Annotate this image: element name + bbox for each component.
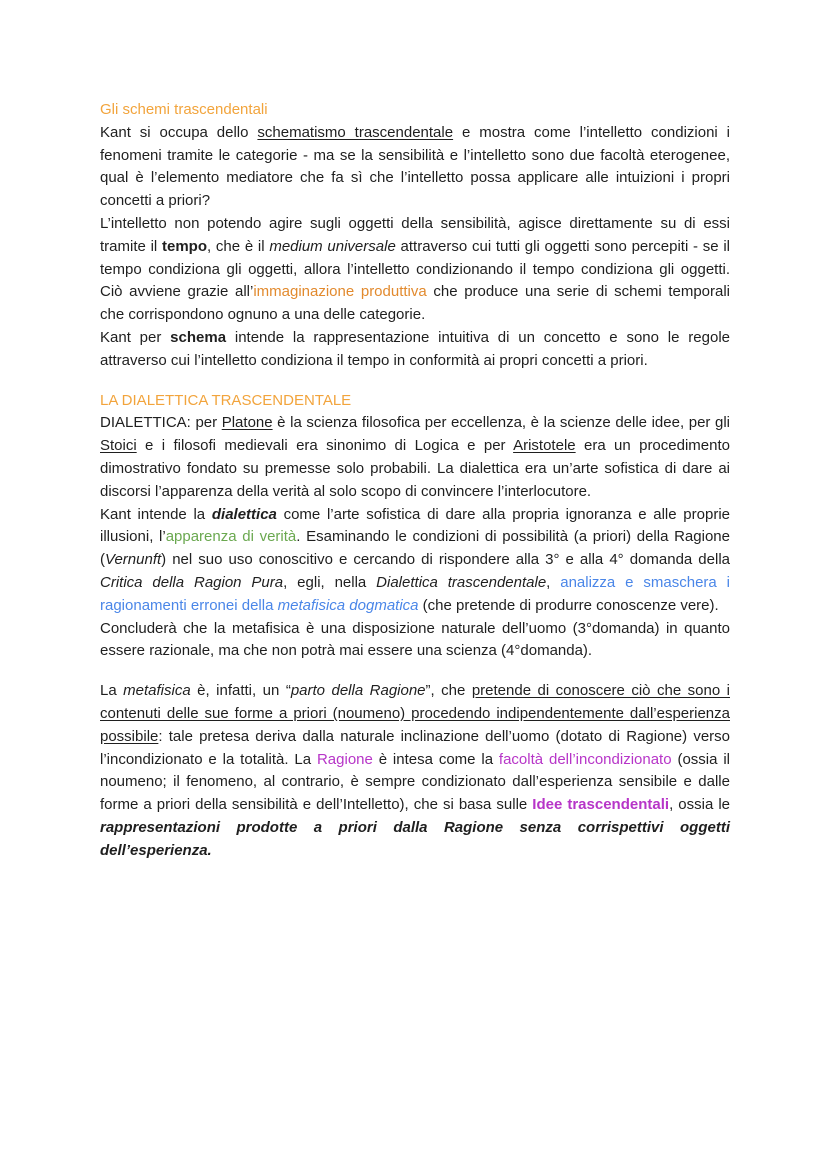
text-run: Ragione (316, 750, 373, 768)
text-run: è intesa come la (372, 750, 499, 768)
text-run: schematismo trascendentale (257, 123, 454, 141)
text-run: era un procedimento dimostrativo fondato su premesse solo probabili. La dialettica era un’arte sofistica di dare ai discorsi l’apparenza della verità al solo scopo di convincere l’interlocutore. (100, 437, 730, 500)
text-run: attraverso cui tutti gli oggetti sono percepiti - se il tempo condiziona gli oggetti, allora l’intelletto condizionando il tempo condiziona gli oggetti. Ciò avviene grazie all’ (100, 237, 731, 301)
text-run: analizza e smaschera i ragionamenti erronei della (100, 573, 730, 614)
paragraph-tempo-medium (100, 213, 730, 327)
text-run: LA DIALETTICA TRASCENDENTALE (100, 391, 352, 409)
text-run: . Esaminando le condizioni di possibilità (a priori) della Ragione ( (100, 528, 730, 569)
paragraph-conclusione-metafisica (100, 618, 730, 664)
text-run: medium universale (269, 237, 396, 255)
text-run: , egli, nella (283, 573, 377, 591)
paragraph-schematismo (100, 122, 730, 213)
section-heading-schemi-trascendentali (100, 99, 730, 122)
text-run: (che pretende di produrre conoscenze vere). (418, 596, 719, 614)
paragraph-dialettica-kant (100, 504, 730, 618)
text-run: è la scienza filosofica per eccellenza, è la scienze delle idee, per gli (272, 414, 730, 432)
text-run: , ossia le (669, 796, 730, 814)
text-run: Platone (221, 414, 273, 432)
paragraph-metafisica-ragione (100, 680, 730, 862)
text-run: apparenza di verità (165, 528, 297, 546)
text-run: Kant si occupa dello (100, 123, 258, 141)
text-run: facoltà dell’incondizionato (498, 750, 672, 768)
text-run: come l’arte sofistica di dare alla propria ignoranza e alle proprie illusioni, l’ (100, 505, 730, 546)
paragraph-schema-definizione (100, 327, 730, 373)
text-run: ) nel suo uso conoscitivo e cercando di rispondere alla 3° e alla 4° domanda della (161, 551, 730, 569)
text-run: e mostra come l’intelletto condizioni i fenomeni tramite le categorie - ma se la sensibilità e l’intelletto sono due facoltà eterogenee, qual è l’elemento mediatore che fa sì che l’intelletto possa applicare alle intuizioni i propri concetti a priori? (100, 123, 731, 210)
text-run: Idee trascendentali (532, 796, 670, 814)
text-run: DIALETTICA: per (100, 414, 222, 432)
text-run: , (546, 573, 561, 591)
text-run: Aristotele (513, 437, 576, 455)
text-run: rappresentazioni prodotte a priori dalla Ragione senza corrispettivi oggetti dell’esperienza. (100, 818, 730, 859)
paragraph-dialettica-storia (100, 412, 730, 503)
text-run: Gli schemi trascendentali (100, 101, 268, 118)
text-run: che produce una serie di schemi temporali che corrispondono ognuno a una delle categorie. (100, 283, 731, 324)
text-run: metafisica (123, 682, 191, 700)
text-run: immaginazione produttiva (253, 283, 427, 301)
document-body (100, 99, 730, 863)
text-run: e i filosofi medievali era sinonimo di Logica e per (136, 437, 514, 455)
text-run: Stoici (100, 437, 137, 455)
text-run: Critica della Ragion Pura (100, 573, 284, 591)
section-heading-dialettica-trascendentale (100, 390, 730, 413)
text-run: Vernunft (105, 551, 162, 569)
text-run: , che è il (207, 237, 270, 255)
text-run: parto della Ragione (290, 682, 426, 700)
text-run: Concluderà che la metafisica è una disposizione naturale dell’uomo (3°domanda) in quanto essere razionale, ma che non potrà mai essere una scienza (4°domanda). (100, 619, 730, 660)
text-run: è, infatti, un “ (190, 682, 291, 700)
text-run: Kant intende la (100, 505, 212, 523)
text-run: pretende di conoscere ciò che sono i contenuti delle sue forme a priori (noumeno) procedendo indipendentemente dall’esperienza possibile (100, 682, 730, 745)
text-run: ”, che (425, 682, 472, 700)
text-run: metafisica dogmatica (277, 596, 419, 614)
text-run: schema (170, 328, 227, 346)
text-run: Dialettica trascendentale (376, 573, 547, 591)
text-run: La (100, 682, 124, 700)
text-run: Kant per (100, 328, 171, 346)
text-run: intende la rappresentazione intuitiva di un concetto e sono le regole attraverso cui l’intelletto condiziona il tempo in conformità ai propri concetti a priori. (100, 328, 730, 369)
text-run: tempo (162, 237, 207, 255)
text-run: L’intelletto non potendo agire sugli oggetti della sensibilità, agisce direttamente su di essi tramite il (100, 214, 730, 255)
text-run: dialettica (211, 505, 277, 523)
text-run: : tale pretesa deriva dalla naturale inclinazione dell’uomo (dotato di Ragione) verso l’incondizionato e la totalità. La (100, 727, 730, 768)
text-run: (ossia il noumeno; il fenomeno, al contrario, è sempre condizionato dall’esperienza sensibile e dalle forme a priori della sensibilità e dell’Intelletto), che si basa sulle (100, 750, 730, 814)
